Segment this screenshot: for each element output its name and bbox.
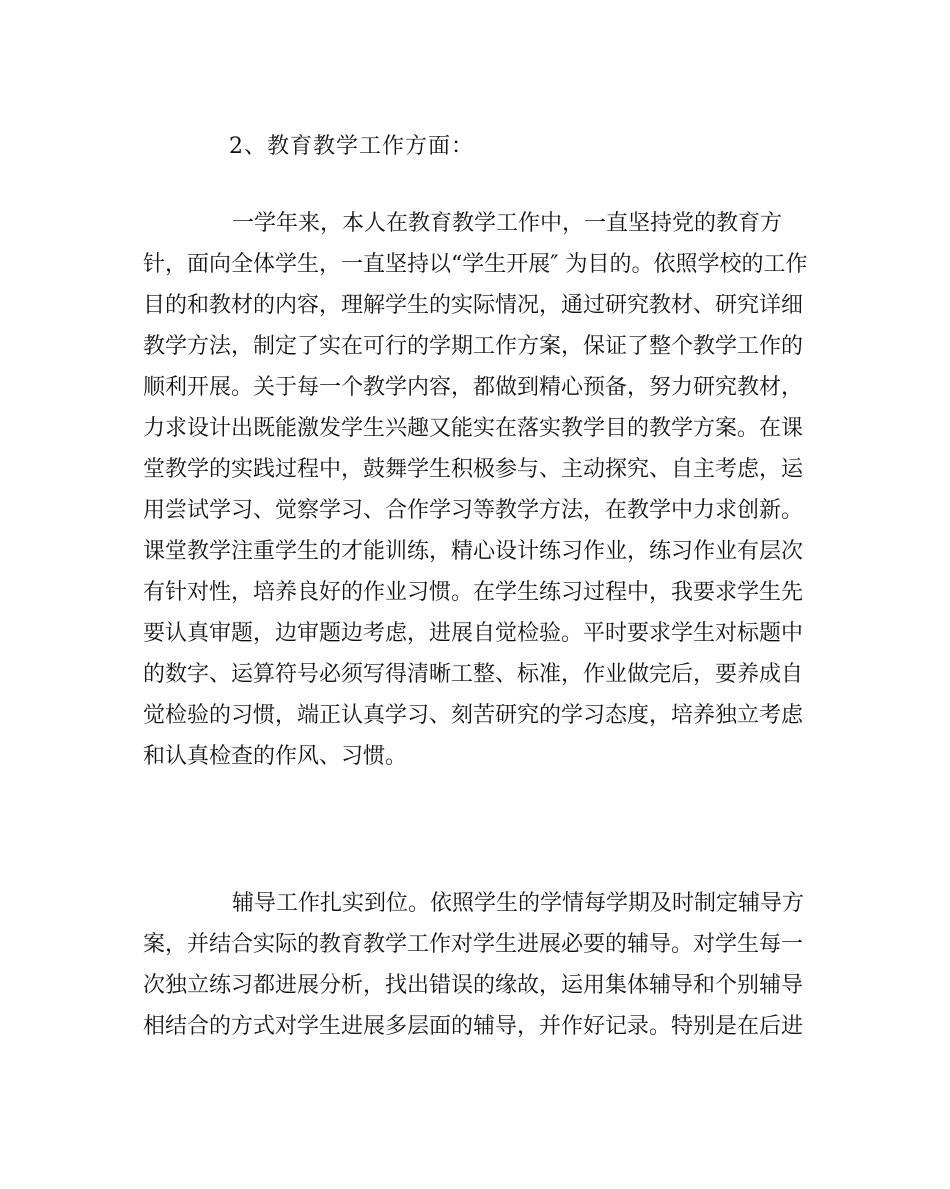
paragraph-line: 要认真审题，边审题边考虑，进展自觉检验。平时要求学生对标题中 [143, 621, 804, 646]
paragraph-line: 有针对性，培养良好的作业习惯。在学生练习过程中，我要求学生先 [143, 580, 804, 605]
paragraph-line: 辅导工作扎实到位。依照学生的学情每学期及时制定辅导方 [232, 891, 805, 916]
paragraph-teaching [143, 203, 813, 777]
paragraph-line: 的数字、运算符号必须写得清晰工整、标准，作业做完后，要养成自 [143, 662, 804, 687]
paragraph-line: 堂教学的实践过程中，鼓舞学生积极参与、主动探究、自主考虑，运 [143, 457, 804, 482]
paragraph-line: 课堂教学注重学生的才能训练，精心设计练习作业，练习作业有层次 [143, 539, 804, 564]
paragraph-line: 教学方法，制定了实在可行的学期工作方案，保证了整个教学工作的 [143, 334, 804, 359]
paragraph-line: 目的和教材的内容，理解学生的实际情况，通过研究教材、研究详细 [143, 293, 804, 318]
paragraph-line: 案，并结合实际的教育教学工作对学生进展必要的辅导。对学生每一 [143, 932, 804, 957]
paragraph-tutoring [143, 883, 813, 1047]
paragraph-line: 力求设计出既能激发学生兴趣又能实在落实教学目的教学方案。在课 [143, 416, 804, 441]
paragraph-line: 一学年来，本人在教育教学工作中，一直坚持党的教育方 [232, 211, 783, 236]
paragraph-line: 顺利开展。关于每一个教学内容，都做到精心预备，努力研究教材， [143, 375, 804, 400]
section-heading: 2、教育教学工作方面： [229, 134, 474, 159]
paragraph-line: 觉检验的习惯，端正认真学习、刻苦研究的学习态度，培养独立考虑 [143, 703, 804, 728]
paragraph-line: 和认真检查的作风、习惯。 [143, 744, 408, 769]
paragraph-line: 针，面向全体学生，一直坚持以“学生开展″ 为目的。依照学校的工作 [143, 252, 808, 277]
paragraph-line: 相结合的方式对学生进展多层面的辅导，并作好记录。特别是在后进 [143, 1014, 804, 1039]
paragraph-line: 用尝试学习、觉察学习、合作学习等教学方法，在教学中力求创新。 [143, 498, 804, 523]
paragraph-line: 次独立练习都进展分析，找出错误的缘故，运用集体辅导和个别辅导 [143, 973, 804, 998]
